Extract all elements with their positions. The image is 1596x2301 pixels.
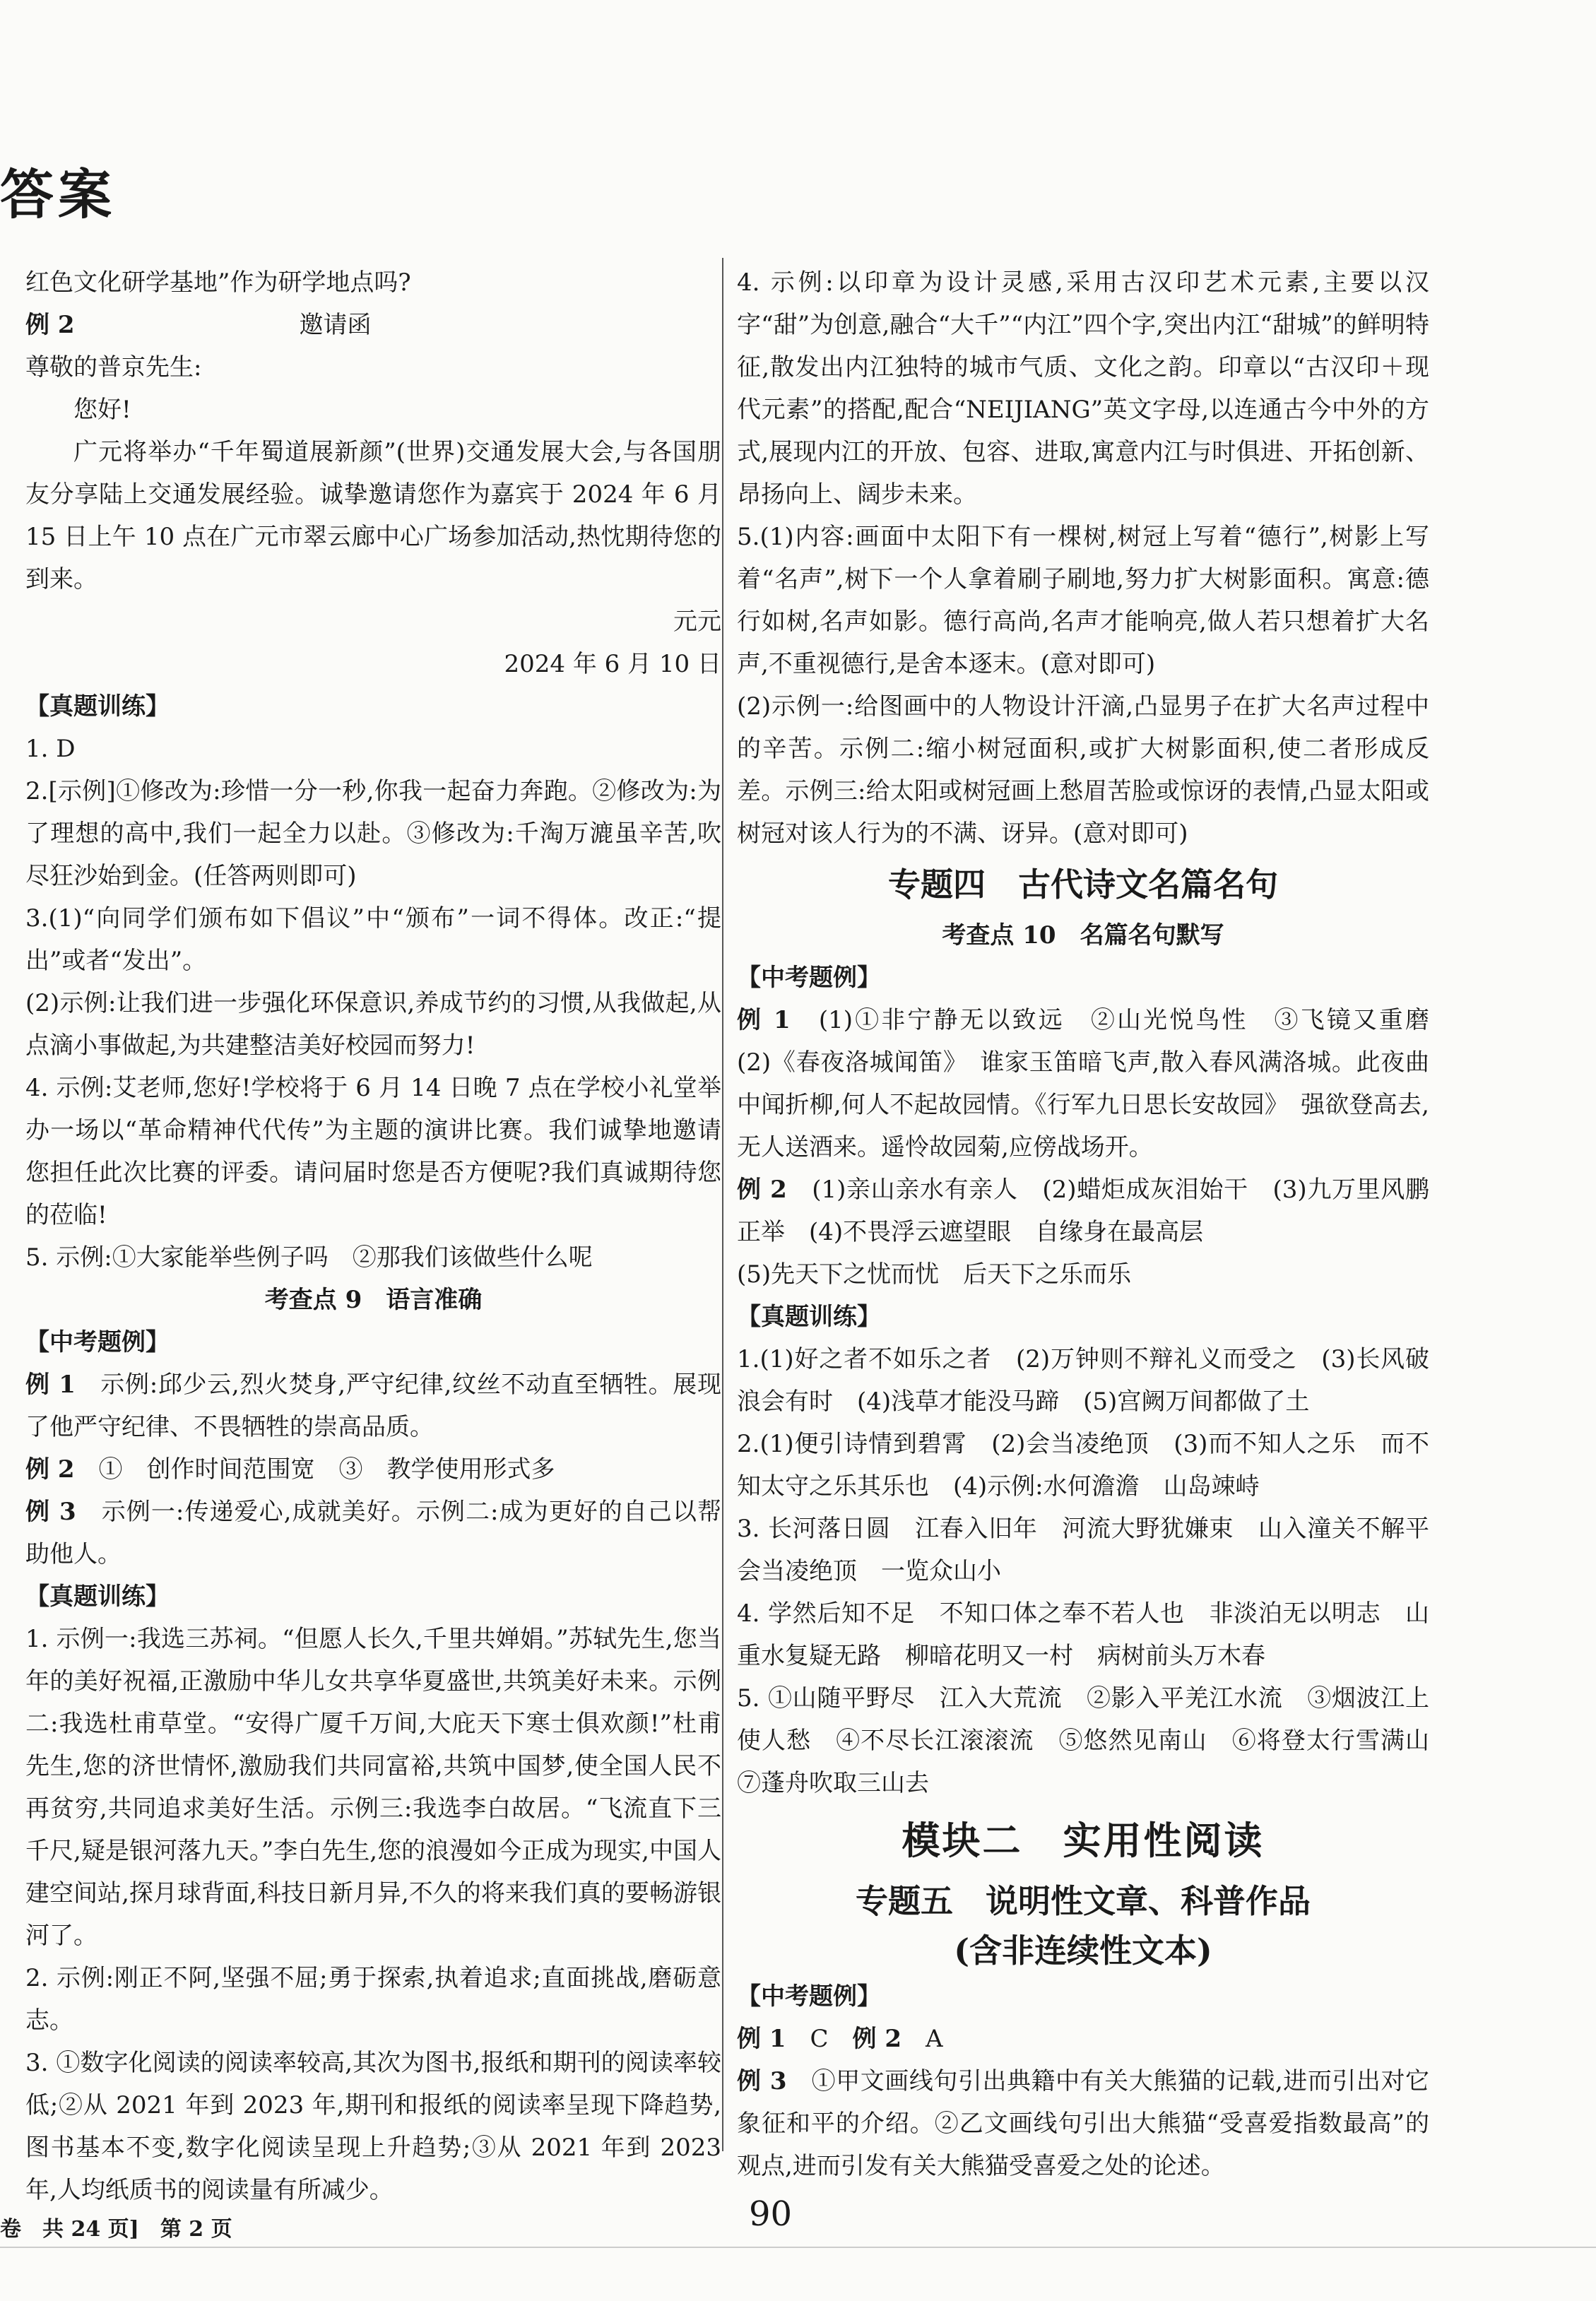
text-paragraph: 广元将举办“千年蜀道展新颜”(世界)交通发展大会,与各国朋友分享陆上交通发展经验。诚挚邀请您作为嘉宾于 2024 年 6 月 15 日上午 10 点在广元市翠云廊中心广场参加活动,热忱期待您的到来。 (25, 438, 721, 593)
letter-title: 邀请函 (299, 311, 372, 339)
point-heading: 考查点 9 语言准确 (264, 1286, 483, 1314)
page-header-title: 答案 (0, 163, 116, 226)
answer-text: A (926, 2025, 943, 2053)
section-label: 【真题训练】 (25, 692, 170, 721)
section-label: 【真题训练】 (737, 1303, 881, 1331)
answer-item (737, 1169, 1429, 1253)
answer-item: 5. ①山随平野尽 江入大荒流 ②影入平羌江水流 ③烟波江上使人愁 ④不尽长江滚滚流 ⑤悠然见南山 ⑥将登太行雪满山 ⑦蓬舟吹取三山去 (737, 1684, 1453, 1797)
answer-item (737, 2060, 1429, 2187)
answer-item: 3. 长河落日圆 江春入旧年 河流大野犹嫌束 山入潼关不解平 会当凌绝顶 一览众山小 (737, 1515, 1453, 1585)
answer-item: 2.[示例]①修改为:珍惜一分一秒,你我一起奋力奔跑。②修改为:为了理想的高中,我们一起全力以赴。③修改为:千淘万漉虽辛苦,吹尽狂沙始到金。(任答两则即可) (25, 777, 721, 890)
answer-item: 2.(1)便引诗情到碧霄 (2)会当凌绝顶 (3)而不知人之乐 而不知太守之乐其乐也 (4)示例:水何澹澹 山岛竦峙 (737, 1430, 1429, 1501)
page-number: 90 (749, 2194, 793, 2234)
answer-item: 2. 示例:刚正不阿,坚强不屈;勇于探索,执着追求;直面挑战,磨砺意志。 (25, 1964, 721, 2035)
date: 2024 年 6 月 10 日 (504, 650, 721, 678)
answer-item (737, 2018, 1429, 2060)
answer-item: 1. D (25, 735, 76, 763)
example-label: 例 3 (25, 1498, 76, 1526)
answer-item: (2)示例一:给图画中的人物设计汗滴,凸显男子在扩大名声过程中的辛苦。示例二:缩小树冠面积,或扩大树影面积,使二者形成反差。示例三:给太阳或树冠画上愁眉苦脸或惊讶的表情,凸显太阳或树冠对该人行为的不满、讶异。(意对即可) (737, 692, 1429, 848)
topic-heading: 专题四 古代诗文名篇名句 (888, 865, 1278, 904)
example-label: 例 3 (737, 2067, 787, 2095)
text-line: 红色文化研学基地”作为研学地点吗? (25, 268, 411, 297)
example-label: 例 2 (25, 1455, 75, 1484)
bottom-rule (0, 2247, 1596, 2248)
footer-page-info: 卷 共 24 页] 第 2 页 (0, 2217, 232, 2242)
answer-text: ①甲文画线句引出典籍中有关大熊猫的记载,进而引出对它象征和平的介绍。②乙文画线句引出大熊猫“受喜爱指数最高”的观点,进而引发有关大熊猫受喜爱之处的论述。 (737, 2067, 1430, 2180)
answer-text: 示例一:传递爱心,成就美好。示例二:成为更好的自己以帮助他人。 (25, 1498, 722, 1568)
example-label: 例 1 (737, 2025, 786, 2053)
answer-item: 1.(1)好之者不如乐之者 (2)万钟则不辩礼义而受之 (3)长风破浪会有时 (4)浅草才能没马蹄 (5)宫阙万间都做了土 (737, 1345, 1429, 1416)
answer-item: 4. 示例:艾老师,您好!学校将于 6 月 14 日晚 7 点在学校小礼堂举办一场以“革命精神代代传”为主题的演讲比赛。我们诚挚地邀请您担任此次比赛的评委。请问届时您是否方便呢?我们真诚期待您的莅临! (25, 1074, 721, 1229)
answer-text: (1)①非宁静无以致远 ②山光悦鸟性 ③飞镜又重磨 (2)《春夜洛城闻笛》 谁家玉笛暗飞声,散入春风满洛城。此夜曲中闻折柳,何人不起故园情。《行军九日思长安故园》 强欲登高去,无人送酒来。遥怜故园菊,应傍战场开。 (737, 1006, 1454, 1161)
answer-text: 示例:邱少云,烈火焚身,严守纪律,纹丝不动直至牺牲。展现了他严守纪律、不畏牺牲的崇高品质。 (25, 1371, 721, 1441)
example-label: 例 2 (737, 1176, 787, 1204)
text-line: 您好! (73, 396, 131, 424)
topic-subheading: (含非连续性文本) (954, 1932, 1212, 1970)
section-label: 【中考题例】 (737, 964, 881, 992)
topic-heading: 专题五 说明性文章、科普作品 (856, 1882, 1311, 1920)
answer-item: (2)示例:让我们进一步强化环保意识,养成节约的习惯,从我做起,从点滴小事做起,为共建整洁美好校园而努力! (25, 989, 721, 1060)
answer-item (25, 1448, 721, 1491)
letter-heading (25, 304, 721, 346)
example-label: 例 1 (25, 1371, 76, 1399)
answer-item: 1. 示例一:我选三苏祠。“但愿人长久,千里共婵娟。”苏轼先生,您当年的美好祝福,正激励中华儿女共享华夏盛世,共筑美好未来。示例二:我选杜甫草堂。“安得广厦千万间,大庇天下寒士俱欢颜!”杜甫先生,您的济世情怀,激励我们共同富裕,共筑中国梦,使全国人民不再贫穷,共同追求美好生活。示例三:我选李白故居。“飞流直下三千尺,疑是银河落九天。”李白先生,您的浪漫如今正成为现实,中国人建空间站,探月球背面,科技日新月异,不久的将来我们真的要畅游银河了。 (25, 1625, 721, 1950)
answer-item: (5)先天下之忧而忧 后天下之乐而乐 (737, 1260, 1132, 1289)
example-label: 例 2 (852, 2025, 902, 2053)
example-label: 例 2 (25, 311, 75, 339)
left-column (25, 261, 721, 2211)
signature: 元元 (673, 608, 721, 636)
answer-item: 3. ①数字化阅读的阅读率较高,其次为图书,报纸和期刊的阅读率较低;②从 2021 年到 2023 年,期刊和报纸的阅读率呈现下降趋势,图书基本不变,数字化阅读呈现上升趋势;③从 2021 年到 2023 年,人均纸质书的阅读量有所减少。 (25, 2049, 721, 2204)
answer-item: 4. 学然后知不足 不知口体之奉不若人也 非淡泊无以明志 山重水复疑无路 柳暗花明又一村 病树前头万木春 (737, 1599, 1429, 1670)
text-line: 尊敬的普京先生: (25, 353, 202, 381)
answer-text: ① 创作时间范围宽 ③ 教学使用形式多 (98, 1455, 555, 1484)
point-heading: 考查点 10 名篇名句默写 (942, 921, 1224, 950)
answer-item: 4. 示例:以印章为设计灵感,采用古汉印艺术元素,主要以汉字“甜”为创意,融合“大千”“内江”四个字,突出内江“甜城”的鲜明特征,散发出内江独特的城市气质、文化之韵。印章以“古汉印＋现代元素”的搭配,配合“NEIJIANG”英文字母,以连通古今中外的方式,展现内江的开放、包容、进取,寓意内江与时俱进、开拓创新、昂扬向上、阔步未来。 (737, 268, 1429, 509)
answer-item (737, 999, 1454, 1169)
answer-item: 5.(1)内容:画面中太阳下有一棵树,树冠上写着“德行”,树影上写着“名声”,树下一个人拿着刷子刷地,努力扩大树影面积。寓意:德行如树,名声如影。德行高尚,名声才能响亮,做人若只想着扩大名声,不重视德行,是舍本逐末。(意对即可) (737, 523, 1429, 678)
example-label: 例 1 (737, 1006, 791, 1034)
section-label: 【中考题例】 (737, 1982, 881, 2011)
answer-text: (1)亲山亲水有亲人 (2)蜡炬成灰泪始干 (3)九万里风鹏正举 (4)不畏浮云遮望眼 自缘身在最高层 (737, 1176, 1430, 1246)
answer-item: 3.(1)“向同学们颁布如下倡议”中“颁布”一词不得体。改正:“提出”或者“发出”。 (25, 904, 721, 975)
answer-item (25, 1491, 721, 1575)
section-label: 【真题训练】 (25, 1583, 170, 1611)
section-label: 【中考题例】 (25, 1328, 170, 1356)
answer-item (25, 1364, 721, 1448)
answer-item: 5. 示例:①大家能举些例子吗 ②那我们该做些什么呢 (25, 1243, 593, 1272)
right-column (737, 261, 1454, 2187)
column-divider (722, 258, 723, 2151)
answer-text: C (810, 2025, 829, 2053)
module-heading: 模块二 实用性阅读 (902, 1818, 1265, 1863)
